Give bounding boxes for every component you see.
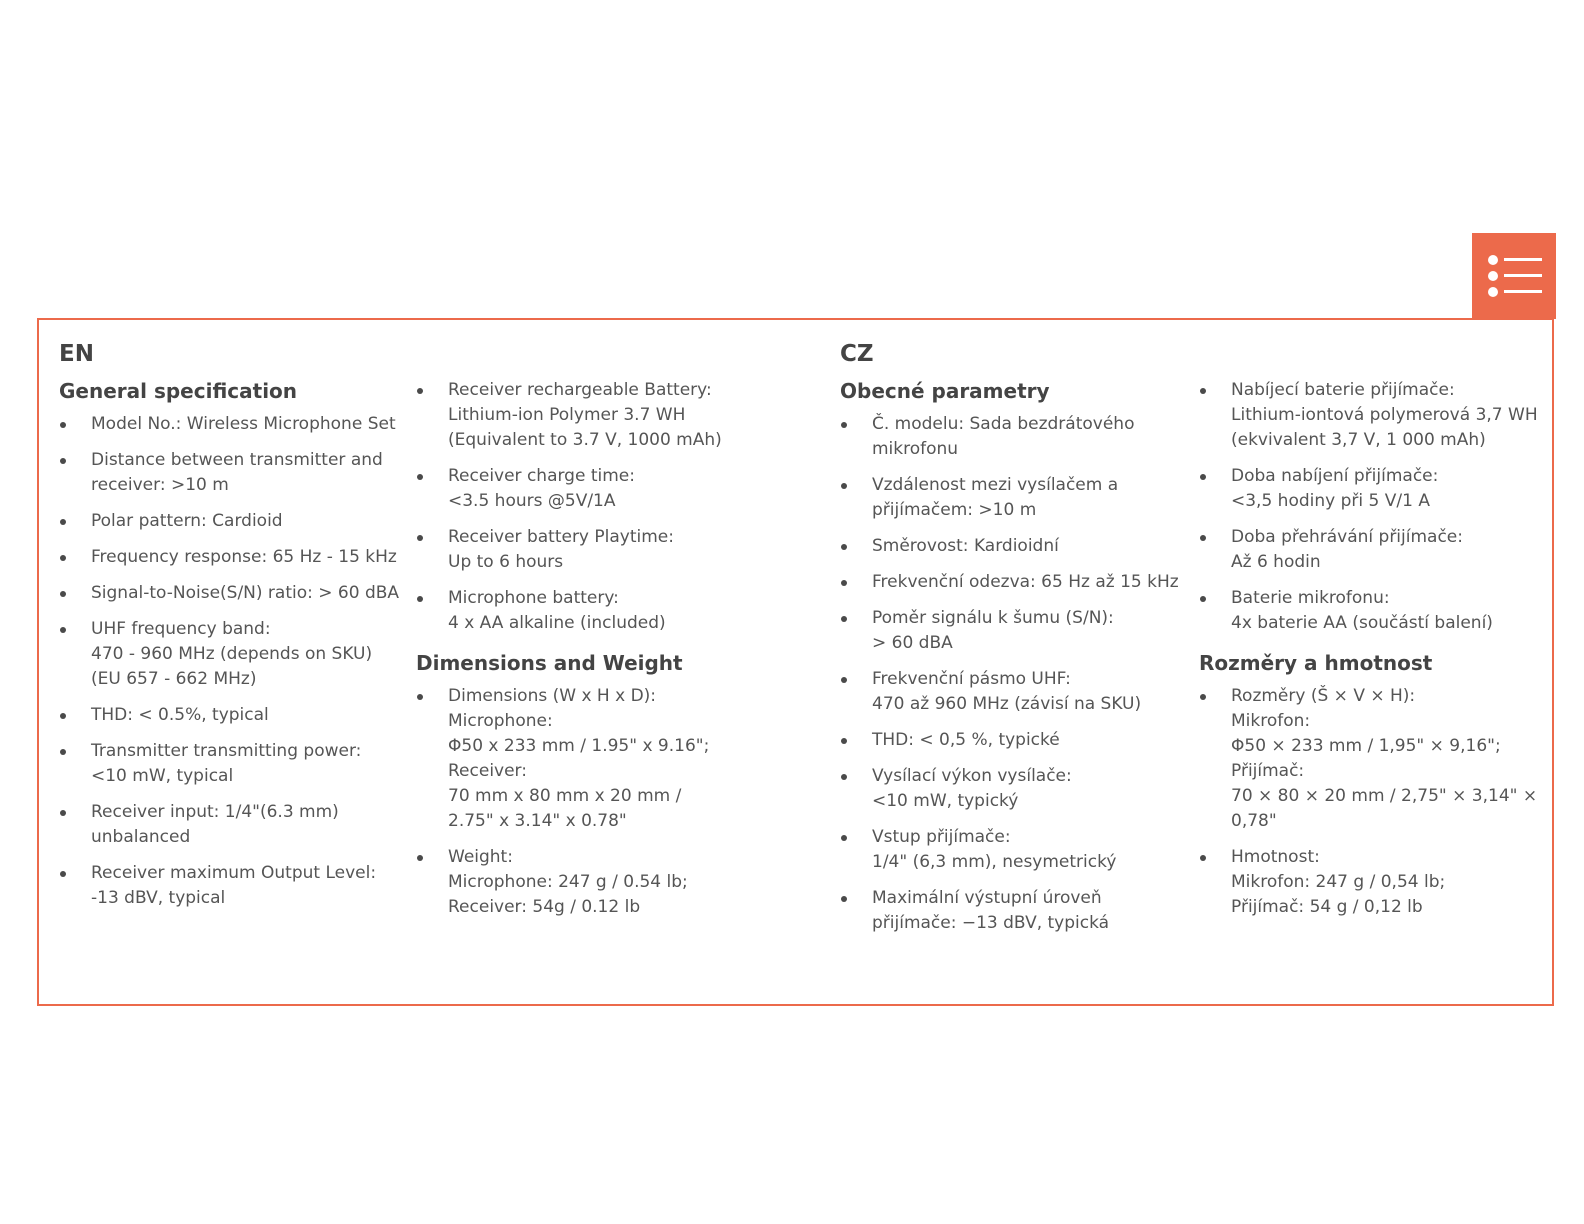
cz-general-heading: Obecné parametry: [840, 379, 1050, 403]
spec-item-text: Receiver maximum Output Level: -13 dBV, typical: [91, 863, 377, 908]
bullet-icon: [60, 458, 66, 464]
spec-item-text: Vysílací výkon vysílače: <10 mW, typický: [872, 766, 1072, 811]
en-general-heading: General specification: [59, 379, 298, 403]
spec-list-item: [59, 581, 404, 606]
spec-list-item: [840, 412, 1185, 462]
spec-item-text: THD: < 0,5 %, typické: [872, 730, 1060, 750]
en-general-list: [59, 412, 404, 911]
spec-item-text: THD: < 0.5%, typical: [91, 705, 269, 725]
bullet-icon: [841, 580, 847, 586]
bullet-icon: [60, 591, 66, 597]
spec-list-item: [840, 728, 1185, 753]
bullet-icon: [417, 855, 423, 861]
spec-item-text: Receiver battery Playtime: Up to 6 hours: [448, 527, 674, 572]
spec-item-text: Receiver input: 1/4"(6.3 mm) unbalanced: [91, 802, 339, 847]
bullet-icon: [841, 835, 847, 841]
spec-list-item: [840, 534, 1185, 559]
bullet-icon: [60, 422, 66, 428]
bullet-icon: [417, 596, 423, 602]
spec-item-text: Maximální výstupní úroveň přijímače: −13 dBV, typická: [872, 888, 1110, 933]
spec-list-item: [840, 825, 1185, 875]
spec-item-text: Receiver charge time: <3.5 hours @5V/1A: [448, 466, 635, 511]
spec-list-item: [59, 861, 404, 911]
cz-dimensions-heading: Rozměry a hmotnost: [1199, 651, 1433, 675]
spec-list-item: [416, 525, 761, 575]
en-dimensions-heading: Dimensions and Weight: [416, 651, 683, 675]
spec-list-item: [416, 464, 761, 514]
spec-item-text: Hmotnost: Mikrofon: 247 g / 0,54 lb; Přijímač: 54 g / 0,12 lb: [1231, 847, 1446, 917]
bullet-icon: [1200, 694, 1206, 700]
spec-list-item: [1199, 378, 1549, 453]
cz-column-1: [840, 340, 1185, 947]
cz-column-2: [1199, 340, 1549, 931]
spec-item-text: Vstup přijímače: 1/4" (6,3 mm), nesymetrický: [872, 827, 1117, 872]
spec-item-text: Poměr signálu k šumu (S/N): > 60 dBA: [872, 608, 1114, 653]
bullet-icon: [1200, 596, 1206, 602]
bullet-icon: [1200, 474, 1206, 480]
bullet-icon: [841, 616, 847, 622]
bullet-icon: [841, 774, 847, 780]
spec-list-item: [416, 378, 761, 453]
spec-item-text: Model No.: Wireless Microphone Set: [91, 414, 396, 434]
bullet-icon: [417, 694, 423, 700]
en-column-2: [416, 340, 761, 931]
bullet-icon: [60, 810, 66, 816]
spec-item-text: Doba přehrávání přijímače: Až 6 hodin: [1231, 527, 1463, 572]
spec-list-item: [840, 570, 1185, 595]
spec-list-item: [59, 448, 404, 498]
menu-tab[interactable]: [1472, 233, 1556, 319]
spec-item-text: Weight: Microphone: 247 g / 0.54 lb; Receiver: 54g / 0.12 lb: [448, 847, 688, 917]
spec-list-item: [416, 684, 761, 834]
bullet-icon: [1200, 855, 1206, 861]
bullet-icon: [60, 627, 66, 633]
spec-item-text: Distance between transmitter and receiver: >10 m: [91, 450, 383, 495]
spec-list-item: [840, 667, 1185, 717]
cz-general-list-cont: [1199, 378, 1549, 636]
bullet-icon: [60, 713, 66, 719]
spec-item-text: Frekvenční pásmo UHF: 470 až 960 MHz (závisí na SKU): [872, 669, 1142, 714]
spec-list-item: [59, 412, 404, 437]
bullet-icon: [60, 555, 66, 561]
spec-item-text: Transmitter transmitting power: <10 mW, typical: [91, 741, 362, 786]
spec-item-text: Doba nabíjení přijímače: <3,5 hodiny při 5 V/1 A: [1231, 466, 1439, 511]
bullet-icon: [841, 483, 847, 489]
spec-list-item: [840, 473, 1185, 523]
spec-item-text: Rozměry (Š × V × H): Mikrofon: Φ50 × 233 mm / 1,95" × 9,16"; Přijímač: 70 × 80 × 20 mm / 2,75" × 3,14" × 0,78": [1231, 686, 1538, 831]
spec-item-text: Č. modelu: Sada bezdrátového mikrofonu: [872, 414, 1135, 459]
cz-general-list: [840, 412, 1185, 936]
spec-list-item: [840, 886, 1185, 936]
spec-list-item: [59, 509, 404, 534]
bullet-icon: [417, 535, 423, 541]
spec-item-text: UHF frequency band: 470 - 960 MHz (depends on SKU) (EU 657 - 662 MHz): [91, 619, 373, 689]
spec-item-text: Frequency response: 65 Hz - 15 kHz: [91, 547, 397, 567]
cz-dimensions-list: [1199, 684, 1549, 920]
list-icon: [1486, 251, 1544, 301]
spec-list-item: [1199, 464, 1549, 514]
spec-list-item: [1199, 586, 1549, 636]
spec-list-item: [416, 845, 761, 920]
spec-list-item: [59, 800, 404, 850]
spec-item-text: Microphone battery: 4 x AA alkaline (included): [448, 588, 666, 633]
spec-list-item: [59, 703, 404, 728]
bullet-icon: [417, 388, 423, 394]
spec-list-item: [59, 545, 404, 570]
bullet-icon: [60, 519, 66, 525]
bullet-icon: [841, 738, 847, 744]
spec-list-item: [1199, 845, 1549, 920]
spec-item-text: Signal-to-Noise(S/N) ratio: > 60 dBA: [91, 583, 400, 603]
spec-item-text: Polar pattern: Cardioid: [91, 511, 283, 531]
spec-list-item: [59, 617, 404, 692]
en-column-1: [59, 340, 404, 922]
bullet-icon: [1200, 535, 1206, 541]
en-dimensions-list: [416, 684, 761, 920]
bullet-icon: [841, 544, 847, 550]
spec-list-item: [1199, 525, 1549, 575]
bullet-icon: [841, 422, 847, 428]
spec-item-text: Nabíjecí baterie přijímače: Lithium-iontová polymerová 3,7 WH (ekvivalent 3,7 V, 1 000 mAh): [1231, 380, 1538, 450]
spec-item-text: Směrovost: Kardioidní: [872, 536, 1059, 556]
bullet-icon: [841, 677, 847, 683]
spec-item-text: Dimensions (W x H x D): Microphone: Φ50 x 233 mm / 1.95" x 9.16"; Receiver: 70 mm x 80 mm x 20 mm / 2.75" x 3.14" x 0.78": [448, 686, 710, 831]
spec-item-text: Receiver rechargeable Battery: Lithium-ion Polymer 3.7 WH (Equivalent to 3.7 V, 1000 mAh): [448, 380, 722, 450]
spec-list-item: [1199, 684, 1549, 834]
en-general-list-cont: [416, 378, 761, 636]
bullet-icon: [417, 474, 423, 480]
spec-item-text: Vzdálenost mezi vysílačem a přijímačem: >10 m: [872, 475, 1119, 520]
bullet-icon: [60, 749, 66, 755]
bullet-icon: [841, 896, 847, 902]
spec-item-text: Baterie mikrofonu: 4x baterie AA (součástí balení): [1231, 588, 1493, 633]
bullet-icon: [1200, 388, 1206, 394]
en-language-heading: EN: [59, 341, 94, 367]
spec-item-text: Frekvenční odezva: 65 Hz až 15 kHz: [872, 572, 1179, 592]
spec-list-item: [840, 764, 1185, 814]
spec-list-item: [840, 606, 1185, 656]
cz-language-heading: CZ: [840, 341, 874, 367]
spec-list-item: [416, 586, 761, 636]
bullet-icon: [60, 871, 66, 877]
spec-list-item: [59, 739, 404, 789]
